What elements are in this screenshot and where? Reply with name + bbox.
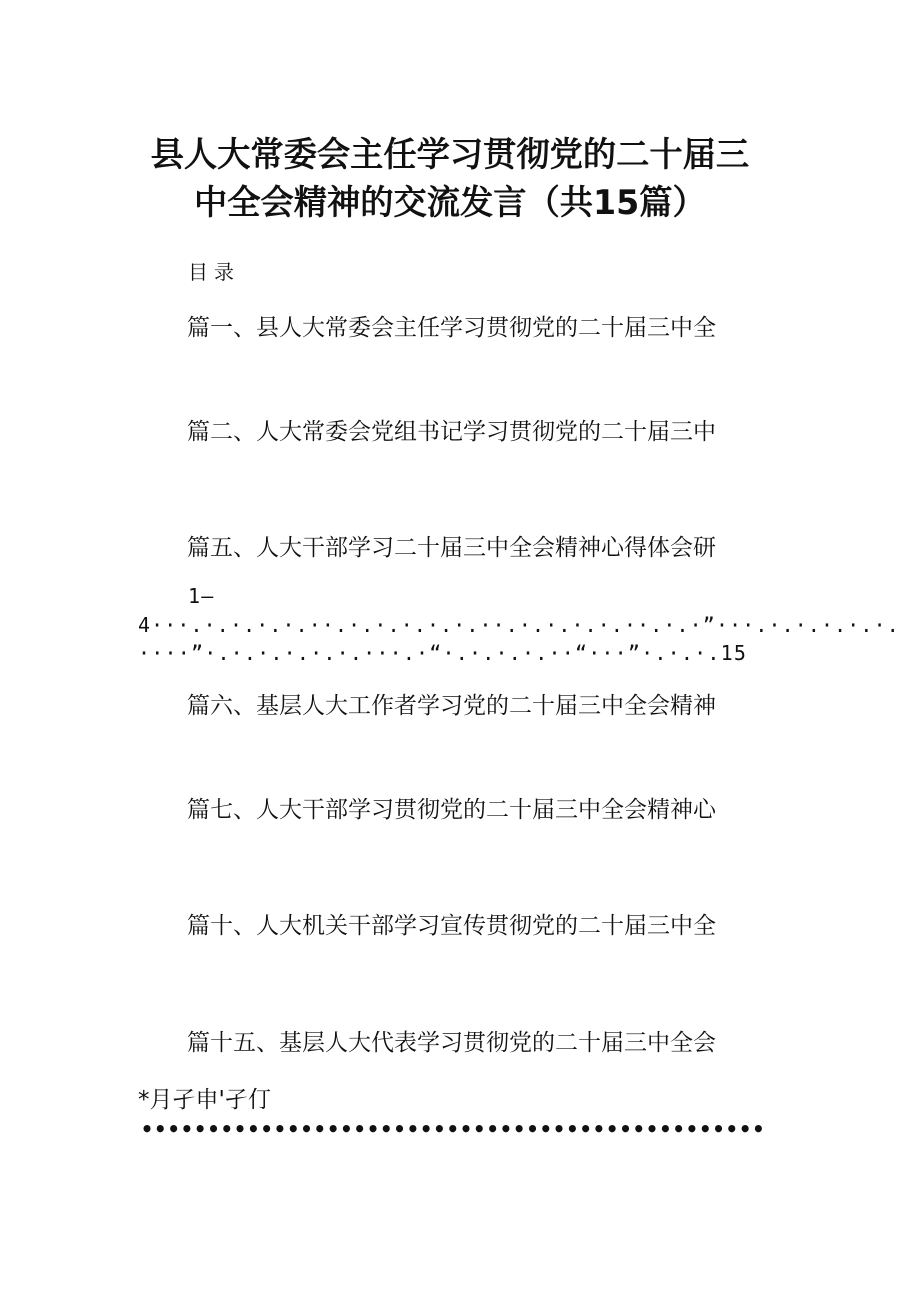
toc-item-3[interactable]: 篇五、人大干部学习二十届三中全会精神心得体会研 [187,535,716,561]
toc-heading: 目录 [188,260,240,284]
bold-dot-leader: ••••••••••••••••••••••••••••••••••••••••••••••• [141,1117,766,1141]
document-title-line-1: 县人大常委会主任学习贯彻党的二十届三 [150,135,750,175]
toc-page-range: 1— [188,584,215,608]
garbled-text: *月孑申'孑仃 [138,1087,271,1113]
toc-item-5[interactable]: 篇七、人大干部学习贯彻党的二十届三中全会精神心 [187,797,716,823]
toc-item-2[interactable]: 篇二、人大常委会党组书记学习贯彻党的二十届三中 [187,419,716,445]
toc-item-6[interactable]: 篇十、人大机关干部学习宣传贯彻党的二十届三中全 [187,913,716,939]
toc-item-4[interactable]: 篇六、基层人大工作者学习党的二十届三中全会精神 [187,693,716,719]
toc-item-7[interactable]: 篇十五、基层人大代表学习贯彻党的二十届三中全会 [187,1030,716,1056]
toc-dot-leader-1: 4···.·.·.·.·.··.·.·.·.·.·.··.·.·.·.·.··.·.·”···.·.·.·.·.·. [138,613,900,637]
document-title-line-2: 中全会精神的交流发言（共15篇） [193,183,706,223]
toc-item-1[interactable]: 篇一、县人大常委会主任学习贯彻党的二十届三中全 [187,315,716,341]
toc-dot-leader-2: ····”·.·.·.·.·.·.···.·“·.·.·.·.··“···”·.·.·.15 [138,641,748,665]
